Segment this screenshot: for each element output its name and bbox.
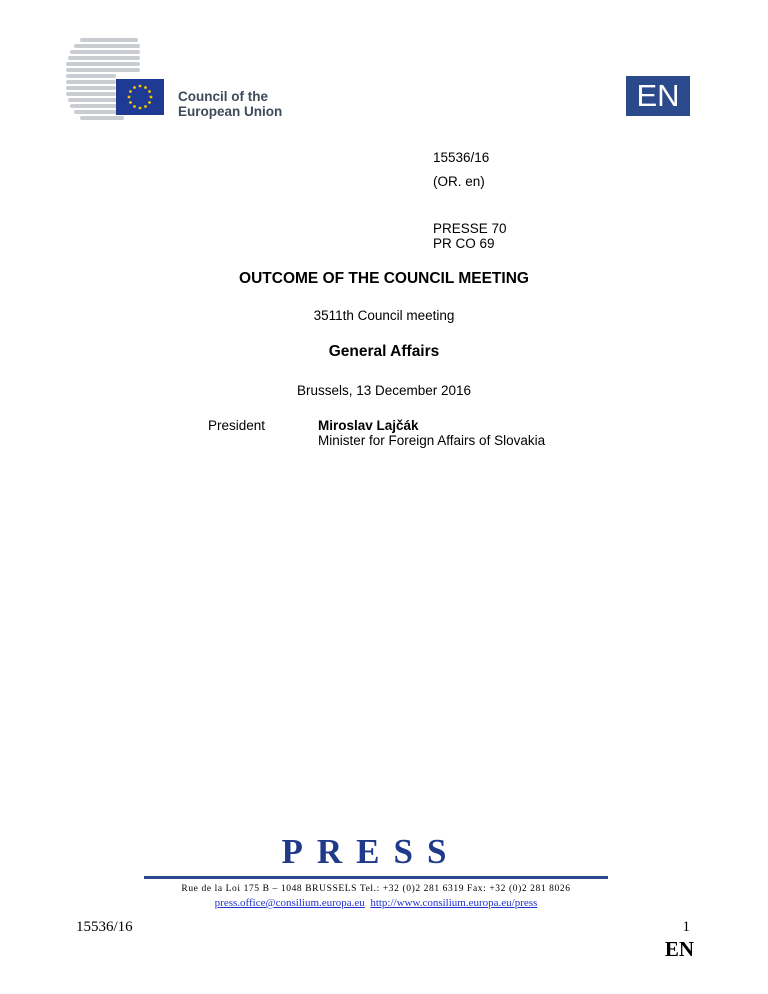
place-date: Brussels, 13 December 2016 <box>296 383 472 398</box>
eu-star-icon <box>150 96 153 99</box>
doc-number: 15536/16 <box>433 150 490 165</box>
eu-flag-icon <box>116 79 164 115</box>
president-name: Miroslav Lajčák <box>318 418 419 433</box>
original-language: (OR. en) <box>433 174 485 189</box>
footer-language: EN <box>664 937 694 961</box>
org-name-line2: European Union <box>178 104 283 119</box>
eu-star-icon <box>139 107 142 110</box>
meeting-number: 3511th Council meeting <box>313 308 455 323</box>
footer-page-number: 1 <box>682 919 690 935</box>
president-role: Minister for Foreign Affairs of Slovakia <box>318 433 546 448</box>
pr-code: PR CO 69 <box>433 236 495 251</box>
org-name-line1: Council of the <box>178 89 268 104</box>
eu-star-icon <box>144 86 147 89</box>
language-badge: EN <box>626 76 690 116</box>
footer-doc-number: 15536/16 <box>76 919 133 935</box>
eu-star-icon <box>129 101 132 104</box>
press-divider <box>144 876 608 879</box>
press-code: PRESSE 70 <box>433 221 507 236</box>
council-configuration: General Affairs <box>328 343 440 360</box>
eu-star-icon <box>148 90 151 93</box>
press-links <box>0 897 752 909</box>
press-heading: PRESS <box>281 832 461 871</box>
eu-star-icon <box>144 105 147 108</box>
eu-star-icon <box>129 90 132 93</box>
organisation-name <box>178 89 282 119</box>
press-address: Rue de la Loi 175 B – 1048 BRUSSELS Tel.: +32 (0)2 281 6319 Fax: +32 (0)2 281 8026 <box>181 884 571 894</box>
eu-star-icon <box>139 85 142 88</box>
page-title: OUTCOME OF THE COUNCIL MEETING <box>239 270 529 287</box>
eu-star-icon <box>148 101 151 104</box>
president-label: President <box>208 418 266 433</box>
eu-star-icon <box>128 96 131 99</box>
eu-star-icon <box>133 86 136 89</box>
press-website-link[interactable]: http://www.consilium.europa.eu/press <box>370 897 538 909</box>
eu-star-icon <box>133 105 136 108</box>
press-email-link[interactable]: press.office@consilium.europa.eu <box>214 897 365 909</box>
